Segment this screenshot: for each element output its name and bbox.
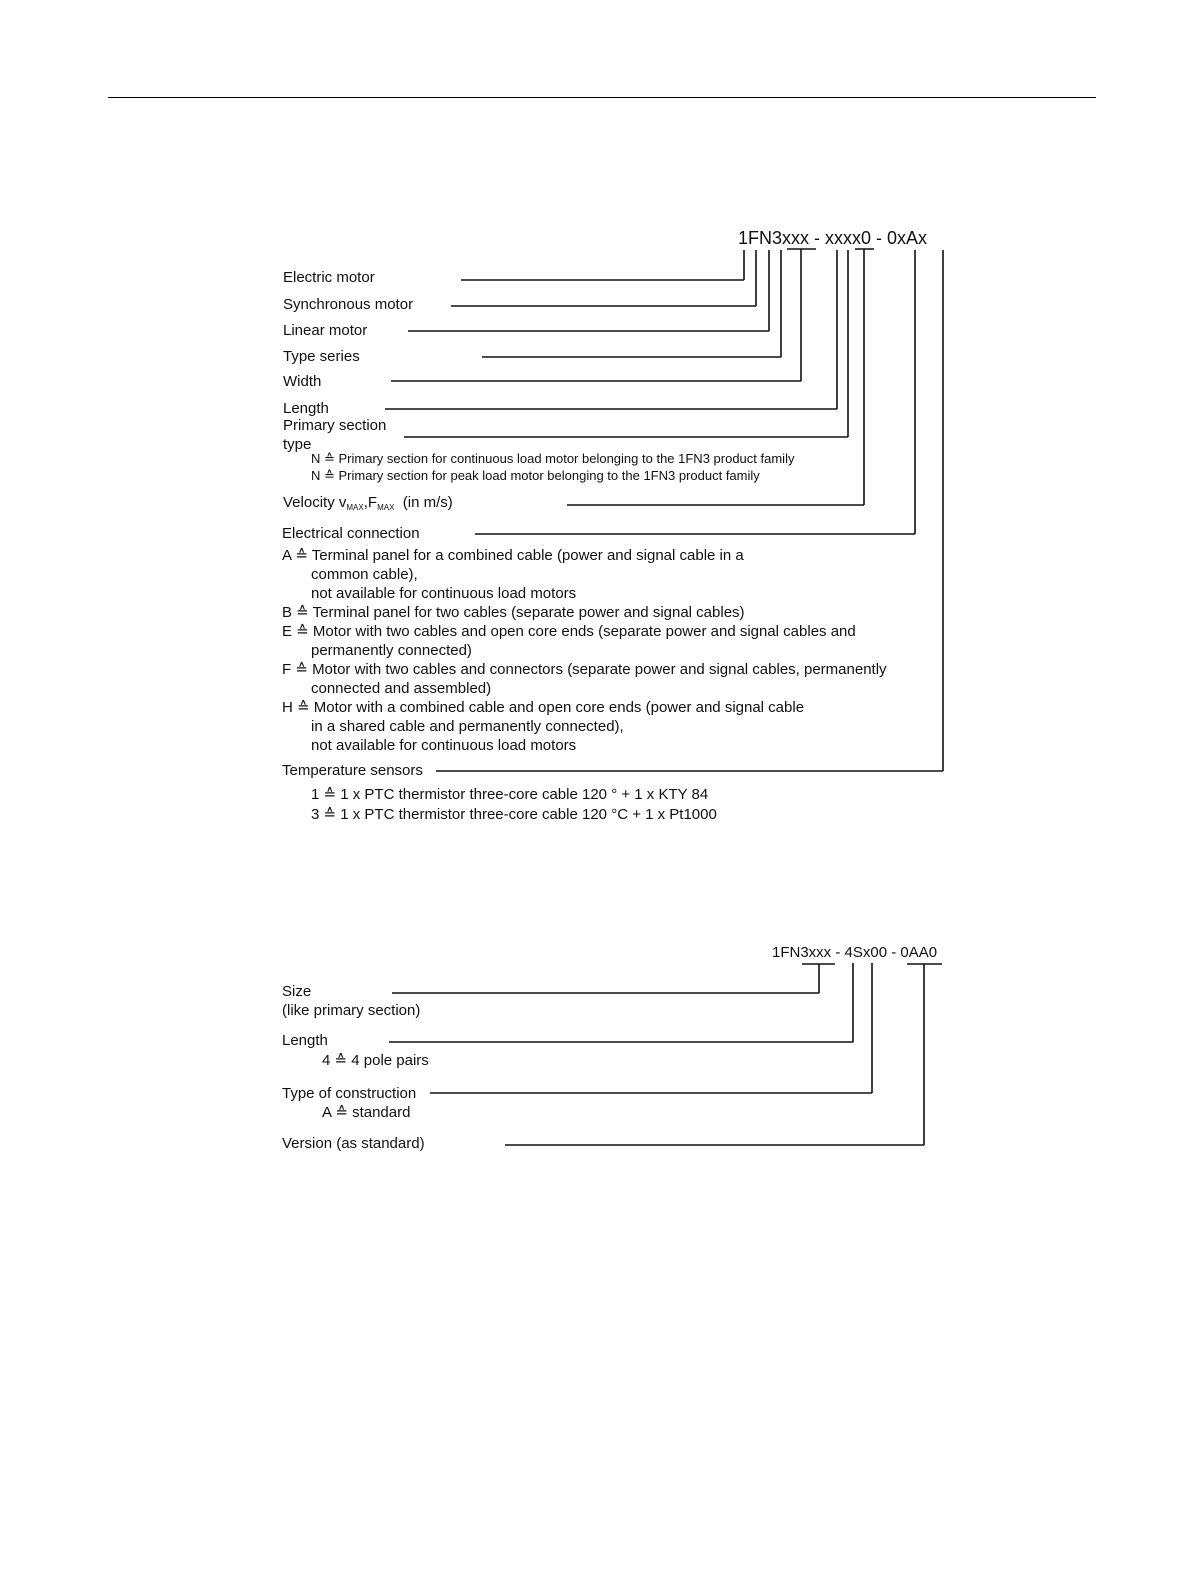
- velocity-v-subscript: MAX: [346, 503, 364, 512]
- velocity-v: Velocity v: [283, 494, 347, 511]
- velocity-f: ,F: [363, 494, 378, 511]
- order-code-secondary: 1FN3xxx - 4Sx00 - 0AA0: [772, 944, 938, 961]
- label-size-note: (like primary section): [282, 1002, 421, 1019]
- conn-b-line1: B ≙ Terminal panel for two cables (separate power and signal cables): [282, 604, 745, 621]
- label-synchronous-motor: Synchronous motor: [283, 296, 414, 313]
- velocity-f-subscript: MAX: [377, 503, 395, 512]
- label-primary-section: Primary section: [283, 417, 387, 434]
- label-electrical-connection: Electrical connection: [282, 525, 420, 542]
- label-version: Version (as standard): [282, 1135, 425, 1152]
- conn-h-line2: in a shared cable and permanently connected),: [311, 718, 624, 735]
- primary-option-continuous: N ≙ Primary section for continuous load motor belonging to the 1FN3 product family: [311, 451, 795, 466]
- label-linear-motor: Linear motor: [283, 322, 368, 339]
- label-type-series: Type series: [283, 348, 360, 365]
- conn-a-line3: not available for continuous load motors: [311, 585, 577, 602]
- primary-option-peak: N ≙ Primary section for peak load motor belonging to the 1FN3 product family: [311, 468, 760, 483]
- conn-e-line2: permanently connected): [311, 642, 472, 659]
- label-length: Length: [283, 400, 329, 417]
- label-temperature-sensors: Temperature sensors: [282, 762, 423, 779]
- label-type-construction: Type of construction: [282, 1085, 417, 1102]
- temp-option-1: 1 ≙ 1 x PTC thermistor three-core cable 120 ° + 1 x KTY 84: [311, 786, 709, 803]
- label-width: Width: [283, 373, 322, 390]
- conn-f-line2: connected and assembled): [311, 680, 492, 697]
- conn-h-line3: not available for continuous load motors: [311, 737, 577, 754]
- conn-f-line1: F ≙ Motor with two cables and connectors (separate power and signal cables, permanently: [282, 661, 887, 678]
- temp-option-3: 3 ≙ 1 x PTC thermistor three-core cable 120 °C + 1 x Pt1000: [311, 806, 717, 823]
- label-primary-section-type: type: [283, 436, 312, 453]
- order-code-primary: 1FN3xxx - xxxx0 - 0xAx: [738, 228, 928, 248]
- conn-e-line1: E ≙ Motor with two cables and open core ends (separate power and signal cables and: [282, 623, 856, 640]
- label-size: Size: [282, 983, 312, 1000]
- conn-h-line1: H ≙ Motor with a combined cable and open core ends (power and signal cable: [282, 699, 805, 716]
- velocity-unit: (in m/s): [402, 494, 453, 511]
- label-electric-motor: Electric motor: [283, 269, 375, 286]
- conn-a-line2: common cable),: [311, 566, 418, 583]
- conn-a-line1: A ≙ Terminal panel for a combined cable (power and signal cable in a: [282, 547, 744, 564]
- label-length-2: Length: [282, 1032, 328, 1049]
- length-value: 4 ≙ 4 pole pairs: [322, 1052, 429, 1069]
- type-construction-value: A ≙ standard: [322, 1104, 411, 1121]
